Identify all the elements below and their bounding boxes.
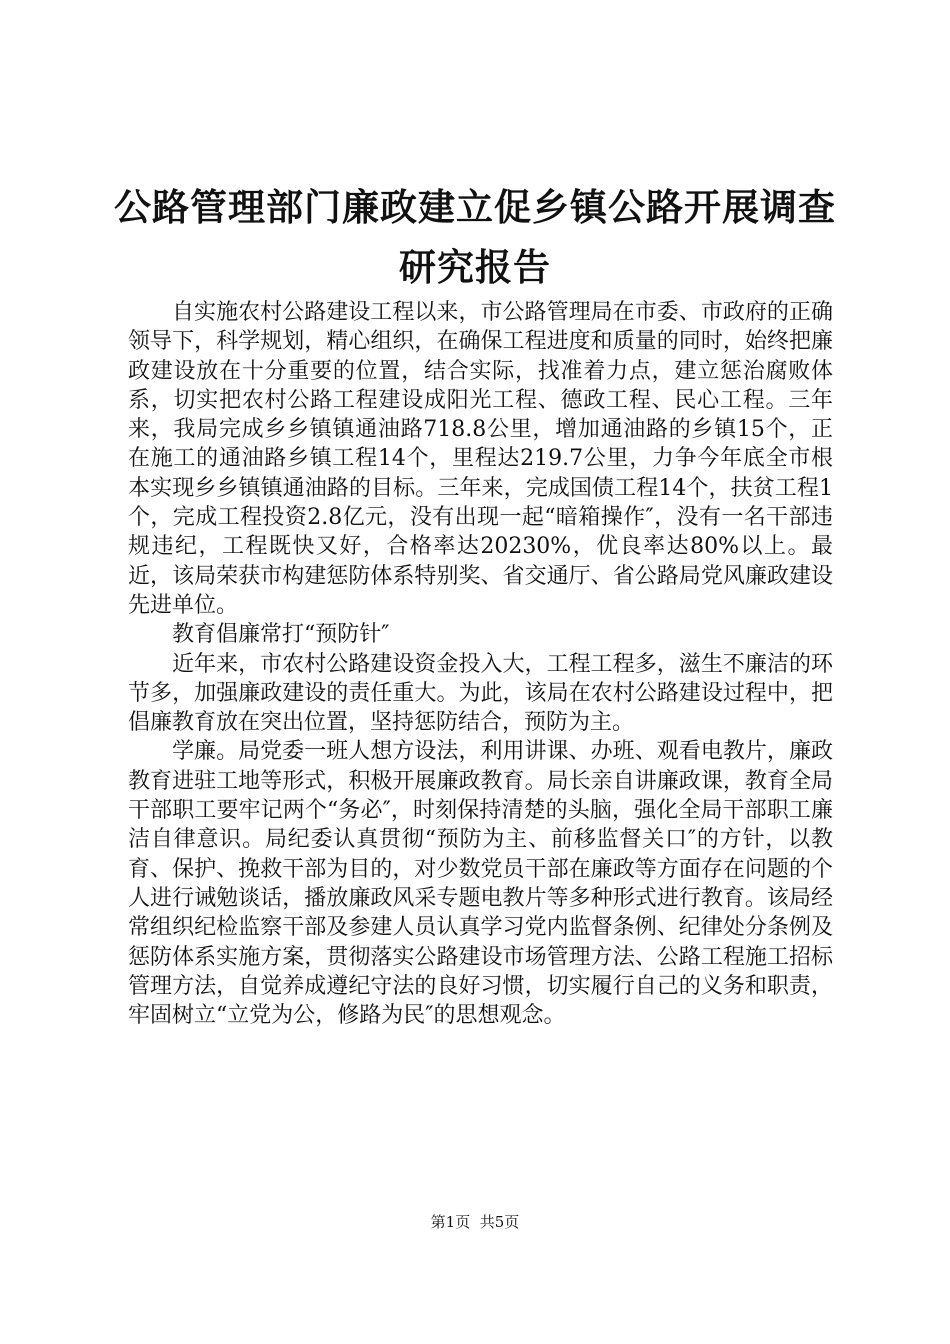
page-footer: [0, 1212, 950, 1232]
document-body: [128, 298, 833, 1030]
page-number: 第1页: [430, 1213, 471, 1231]
document-title: 公路管理部门廉政建立促乡镇公路开展调查研究报告: [114, 186, 836, 289]
paragraph-study-integrity: 学廉。局党委一班人想方设法，利用讲课、办班、观看电教片，廉政教育进驻工地等形式，积极开展廉政教育。局长亲自讲廉政课，教育全局干部职工要牢记两个“务必″，时刻保持清楚的头脑，强化全局干部职工廉洁自律意识。局纪委认真贯彻“预防为主、前移监督关口″的方针，以教育、保护、挽救干部为目的，对少数党员干部在廉政等方面存在问题的个人进行诫勉谈话，播放廉政风采专题电教片等多种形式进行教育。该局经常组织纪检监察干部及参建人员认真学习党内监督条例、纪律处分条例及惩防体系实施方案，贯彻落实公路建设市场管理方法、公路工程施工招标管理方法，自觉养成遵纪守法的良好习惯，切实履行自己的义务和职责，牢固树立“立党为公，修路为民″的思想观念。: [128, 739, 833, 1029]
footer-spacer: [470, 1213, 480, 1231]
paragraph-intro: 自实施农村公路建设工程以来，市公路管理局在市委、市政府的正确领导下，科学规划，精心组织，在确保工程进度和质量的同时，始终把廉政建设放在十分重要的位置，结合实际，找准着力点，建立惩治腐败体系，切实把农村公路工程建设成阳光工程、德政工程、民心工程。三年来，我局完成乡乡镇镇通油路718.8公里，增加通油路的乡镇15个，正在施工的通油路乡镇工程14个，里程达219.7公里，力争今年底全市根本实现乡乡镇镇通油路的目标。三年来，完成国债工程14个，扶贫工程1个，完成工程投资2.8亿元，没有出现一起“暗箱操作″，没有一名干部违规违纪，工程既快又好，合格率达20230%，优良率达80%以上。最近，该局荣获市构建惩防体系特别奖、省交通厅、省公路局党风廉政建设先进单位。: [128, 300, 833, 618]
section-heading-education: 教育倡廉常打“预防针″: [172, 622, 390, 648]
page-total: 共5页: [479, 1213, 520, 1231]
paragraph-recent-years: 近年来，市农村公路建设资金投入大，工程工程多，滋生不廉洁的环节多，加强廉政建设的责任重大。为此，该局在农村公路建设过程中，把倡廉教育放在突出位置，坚持惩防结合，预防为主。: [128, 651, 833, 736]
